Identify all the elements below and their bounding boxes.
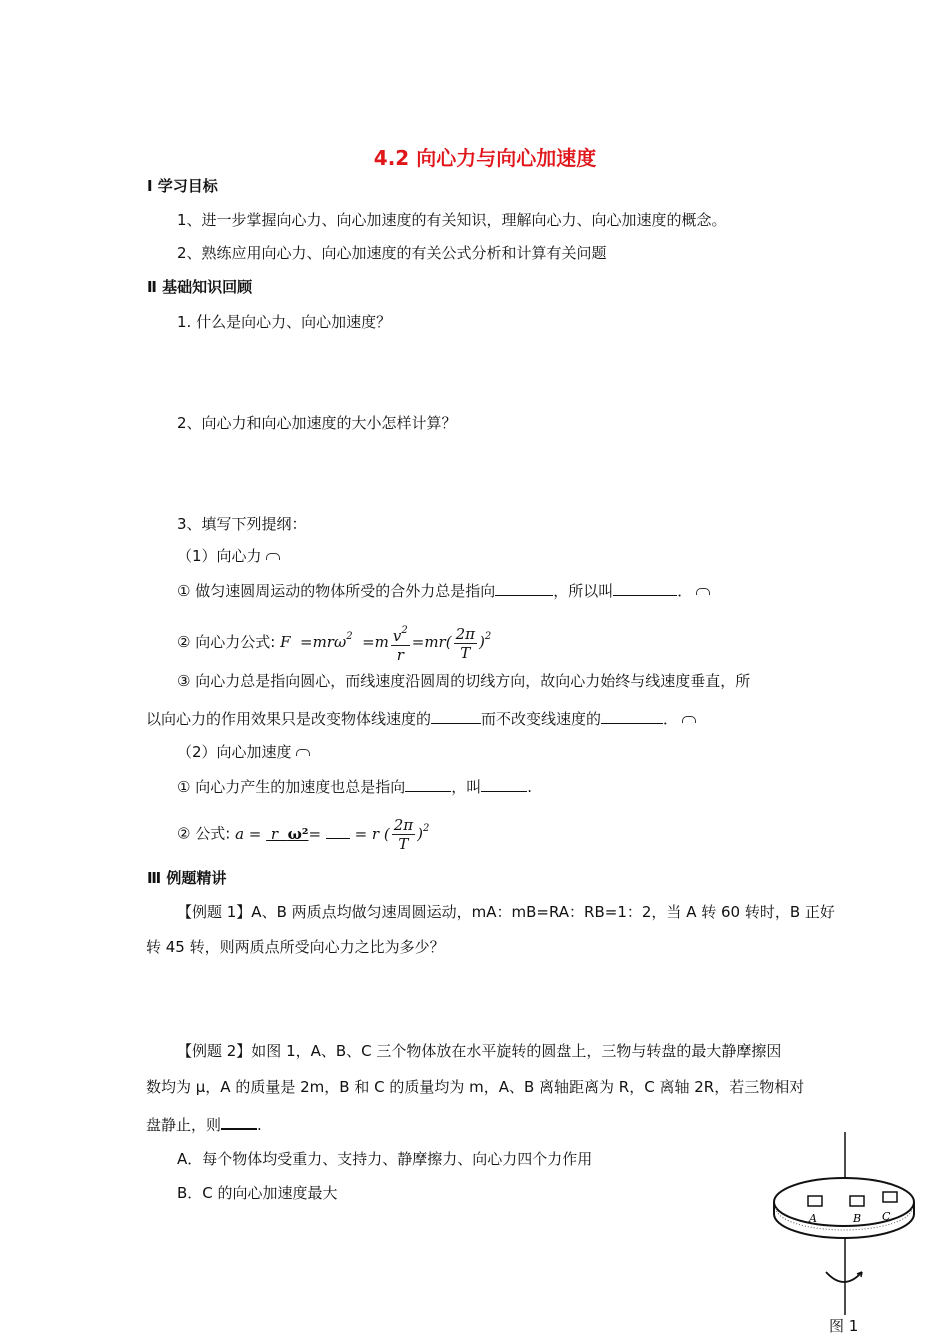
example-1-line1: 【例题 1】A、B 两质点均做匀速周圆运动，mA：mB=RA：RB=1：2，当 A 转 60 转时，B 正好: [177, 903, 835, 921]
force-item-3-text: 以向心力的作用效果只是改变物体线速度的: [146, 710, 432, 728]
example-2-line3: [146, 1113, 262, 1135]
acc-item-1-end: .: [527, 778, 533, 796]
label-a: A: [809, 1212, 817, 1225]
rotation-arrow-icon: [826, 1272, 862, 1282]
example-2-line3-text: 盘静止，则: [146, 1116, 222, 1134]
answer-blank: [601, 708, 663, 724]
edit-mark-icon: [296, 749, 310, 756]
force-item-1-end: ．: [677, 582, 693, 600]
section-heading-goals: Ⅰ 学习目标: [147, 177, 218, 195]
acc-item-1-text-b: ，叫: [451, 778, 482, 796]
answer-blank: [481, 776, 527, 792]
label-b: B: [853, 1212, 862, 1225]
review-question-1: 1. 什么是向心力、向心加速度？: [177, 313, 392, 331]
option-b: B．C 的向心加速度最大: [177, 1184, 338, 1202]
example-2-line2: 数均为 μ，A 的质量是 2m，B 和 C 的质量均为 m，A、B 离轴距离为 R，C 离轴 2R，若三物相对: [146, 1078, 805, 1096]
page-title: 4.2 向心力与向心加速度: [373, 146, 597, 170]
example-2-line3-end: .: [257, 1116, 262, 1134]
example-2-line1: 【例题 2】如图 1，A、B、C 三个物体放在水平旋转的圆盘上，三物与转盘的最大静摩擦因: [177, 1042, 782, 1060]
acc-formula-label: ② 公式:: [177, 824, 231, 843]
acc-formula: [177, 816, 429, 853]
acc-heading-text: （2）向心加速度: [177, 743, 292, 761]
acc-item-1-text: ① 向心力产生的加速度也总是指向: [177, 778, 406, 796]
block-a-icon: [808, 1196, 822, 1206]
goal-1: 1、进一步掌握向心力、向心加速度的有关知识，理解向心力、向心加速度的概念。: [177, 211, 727, 229]
figure-caption: 图 1: [829, 1317, 859, 1335]
answer-blank: [495, 580, 553, 596]
option-a: A．每个物体均受重力、支持力、静摩擦力、向心力四个力作用: [177, 1150, 593, 1168]
section-heading-review: Ⅱ 基础知识回顾: [147, 278, 253, 296]
edit-mark-icon: [682, 716, 696, 723]
block-b-icon: [850, 1196, 864, 1206]
force-item-3-line1: ③ 向心力总是指向圆心，而线速度沿圆周的切线方向，故向心力始终与线速度垂直，所: [177, 672, 751, 690]
review-question-3: 3、填写下列提纲：: [177, 515, 307, 533]
answer-blank: [405, 776, 451, 792]
label-c: C: [882, 1210, 891, 1223]
block-c-icon: [883, 1192, 897, 1202]
review-question-2: 2、向心力和向心加速度的大小怎样计算？: [177, 414, 457, 432]
force-item-1: [177, 580, 710, 601]
section-heading-examples: Ⅲ 例题精讲: [147, 869, 227, 887]
force-item-3-end: ．: [663, 710, 679, 728]
force-item-1-text: ① 做匀速圆周运动的物体所受的合外力总是指向: [177, 582, 496, 600]
edit-mark-icon: [696, 588, 710, 595]
rotating-disc-figure: [764, 1130, 924, 1320]
edit-mark-icon: [266, 553, 280, 560]
force-item-1-text-b: ，所以叫: [553, 582, 614, 600]
force-formula-label: ② 向心力公式:: [177, 633, 276, 651]
example-1-line2: 转 45 转，则两质点所受向心力之比为多少？: [146, 938, 445, 956]
force-item-3-line2: [146, 708, 696, 729]
acc-heading: [177, 742, 310, 762]
goal-2: 2、熟练应用向心力、向心加速度的有关公式分析和计算有关问题: [177, 244, 607, 262]
answer-blank: [221, 1113, 257, 1130]
answer-blank: [431, 708, 481, 724]
answer-blank: [613, 580, 677, 596]
centripetal-force-formula: F =mrω$^2$ =m $\frac{v^2}{r}$ =mr( $\frac{2\pi}{T}$ )$^2$: [280, 633, 491, 651]
centripetal-acceleration-formula: a = r ω²= = r ( $\frac{2\pi}{T}$ )$^2$: [235, 816, 430, 853]
force-item-3-text-b: 而不改变线速度的: [481, 710, 602, 728]
acc-item-1: [177, 776, 532, 797]
force-formula: [177, 622, 491, 664]
force-heading-text: （1）向心力: [177, 547, 262, 565]
force-heading: [177, 546, 280, 566]
